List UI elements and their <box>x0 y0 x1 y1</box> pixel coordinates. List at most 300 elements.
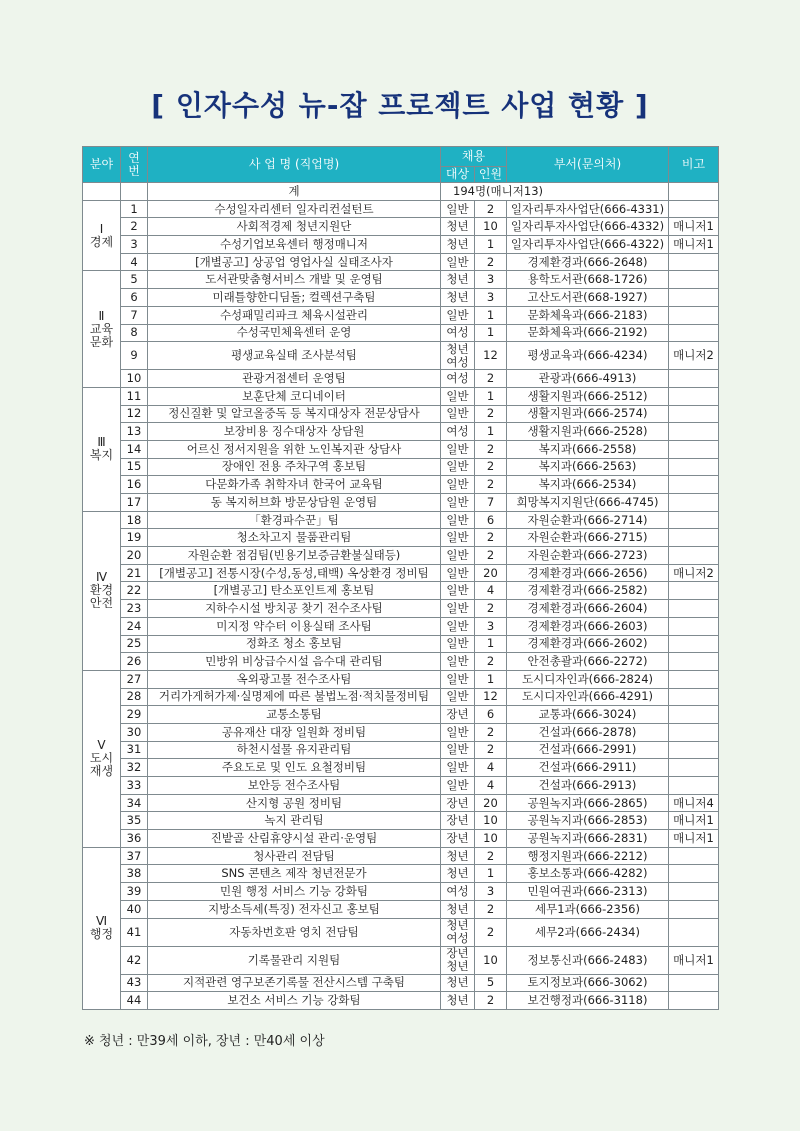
table-row <box>83 405 719 423</box>
job-cell: 자원순환 점검팀(빈용기보증금환불실태등) <box>148 547 441 565</box>
table-row <box>83 883 719 901</box>
job-cell: 지하수시설 방치공 찾기 전수조사팀 <box>148 600 441 618</box>
category-label: 교육 <box>89 321 114 336</box>
job-cell: 정화조 청소 홍보팀 <box>148 635 441 653</box>
no-cell: 6 <box>121 289 148 307</box>
count-cell: 2 <box>475 900 507 918</box>
job-cell: 산지형 공원 정비팀 <box>148 794 441 812</box>
job-cell: 수성패밀리파크 체육시설관리 <box>148 306 441 324</box>
count-cell: 10 <box>475 946 507 974</box>
table-row <box>83 918 719 946</box>
type-cell: 일반 <box>441 440 475 458</box>
no-cell: 32 <box>121 759 148 777</box>
note-cell <box>669 494 719 512</box>
table-row <box>83 547 719 565</box>
table-row <box>83 511 719 529</box>
no-cell: 8 <box>121 324 148 342</box>
category-label: Ⅰ <box>99 221 104 236</box>
no-cell: 31 <box>121 741 148 759</box>
type-cell: 일반 <box>441 653 475 671</box>
no-cell: 35 <box>121 812 148 830</box>
table-row <box>83 600 719 618</box>
type-cell: 청년 여성 <box>441 342 475 370</box>
no-cell: 25 <box>121 635 148 653</box>
dept-cell: 경제환경과(666-2603) <box>507 617 669 635</box>
dept-cell: 건설과(666-2991) <box>507 741 669 759</box>
count-cell: 4 <box>475 777 507 795</box>
job-cell: 기록물관리 지원팀 <box>148 946 441 974</box>
count-cell: 3 <box>475 271 507 289</box>
table-row <box>83 706 719 724</box>
dept-cell: 건설과(666-2878) <box>507 723 669 741</box>
type-cell: 일반 <box>441 582 475 600</box>
job-cell: 보장비용 징수대상자 상담원 <box>148 423 441 441</box>
no-cell: 2 <box>121 218 148 236</box>
table-row <box>83 271 719 289</box>
note-cell <box>669 324 719 342</box>
category-cell <box>83 271 121 387</box>
no-cell: 1 <box>121 200 148 218</box>
dept-cell: 공원녹지과(666-2831) <box>507 830 669 848</box>
dept-cell: 복지과(666-2558) <box>507 440 669 458</box>
count-cell: 10 <box>475 812 507 830</box>
category-label: 안전 <box>89 596 114 611</box>
job-cell: 평생교육실태 조사분석팀 <box>148 342 441 370</box>
type-cell: 일반 <box>441 511 475 529</box>
count-cell: 2 <box>475 653 507 671</box>
job-cell: 지방소득세(특징) 전자신고 홍보팀 <box>148 900 441 918</box>
count-cell: 20 <box>475 794 507 812</box>
count-cell: 4 <box>475 759 507 777</box>
job-cell: 보안등 전수조사팀 <box>148 777 441 795</box>
dept-cell: 세무1과(666-2356) <box>507 900 669 918</box>
note-cell <box>669 289 719 307</box>
category-label: Ⅴ <box>97 738 106 753</box>
total-label: 계 <box>148 183 441 201</box>
job-cell: 교통소통팀 <box>148 706 441 724</box>
note-cell <box>669 653 719 671</box>
no-cell: 11 <box>121 387 148 405</box>
table-row <box>83 974 719 992</box>
table-row <box>83 723 719 741</box>
count-cell: 2 <box>475 253 507 271</box>
type-cell: 일반 <box>441 723 475 741</box>
job-cell: 동 복지허브화 방문상담원 운영팀 <box>148 494 441 512</box>
no-cell: 21 <box>121 564 148 582</box>
no-cell: 43 <box>121 974 148 992</box>
count-cell: 12 <box>475 342 507 370</box>
note-cell: 매니저1 <box>669 236 719 254</box>
count-cell: 3 <box>475 289 507 307</box>
note-cell <box>669 547 719 565</box>
total-value: 194명(매니저13) <box>441 183 669 201</box>
count-cell: 2 <box>475 440 507 458</box>
count-cell: 20 <box>475 564 507 582</box>
count-cell: 1 <box>475 306 507 324</box>
no-cell: 20 <box>121 547 148 565</box>
job-cell: 다문화가족 취학자녀 한국어 교육팀 <box>148 476 441 494</box>
dept-cell: 생활지원과(666-2512) <box>507 387 669 405</box>
table-row <box>83 289 719 307</box>
note-cell: 매니저4 <box>669 794 719 812</box>
dept-cell: 복지과(666-2563) <box>507 458 669 476</box>
count-cell: 10 <box>475 830 507 848</box>
type-cell: 장년 <box>441 830 475 848</box>
note-cell: 매니저2 <box>669 342 719 370</box>
table-row <box>83 387 719 405</box>
note-cell <box>669 370 719 388</box>
job-cell: 보건소 서비스 기능 강화팀 <box>148 992 441 1010</box>
count-cell: 3 <box>475 617 507 635</box>
dept-cell: 토지정보과(666-3062) <box>507 974 669 992</box>
note-cell <box>669 617 719 635</box>
job-cell: 옥외광고물 전수조사팀 <box>148 670 441 688</box>
count-cell: 1 <box>475 324 507 342</box>
count-cell: 2 <box>475 547 507 565</box>
job-cell: 거리가게허가제·실명제에 따른 불법노점·적치물정비팀 <box>148 688 441 706</box>
dept-cell: 생활지원과(666-2574) <box>507 405 669 423</box>
note-cell <box>669 423 719 441</box>
table-row <box>83 794 719 812</box>
table-row <box>83 564 719 582</box>
no-cell: 14 <box>121 440 148 458</box>
type-cell: 일반 <box>441 529 475 547</box>
no-cell: 41 <box>121 918 148 946</box>
type-cell: 일반 <box>441 617 475 635</box>
job-cell: 청사관리 전담팀 <box>148 847 441 865</box>
job-cell: 녹지 관리팀 <box>148 812 441 830</box>
note-cell <box>669 670 719 688</box>
type-cell: 여성 <box>441 883 475 901</box>
type-cell: 일반 <box>441 741 475 759</box>
count-cell: 2 <box>475 476 507 494</box>
type-cell: 일반 <box>441 564 475 582</box>
no-cell: 34 <box>121 794 148 812</box>
dept-cell: 일자리투자사업단(666-4322) <box>507 236 669 254</box>
type-cell: 일반 <box>441 458 475 476</box>
table-row <box>83 777 719 795</box>
note-cell <box>669 529 719 547</box>
dept-cell: 경제환경과(666-2582) <box>507 582 669 600</box>
type-cell: 일반 <box>441 547 475 565</box>
dept-cell: 자원순환과(666-2714) <box>507 511 669 529</box>
no-cell: 7 <box>121 306 148 324</box>
table-row <box>83 847 719 865</box>
table-row <box>83 653 719 671</box>
job-cell: 사회적경제 청년지원단 <box>148 218 441 236</box>
no-cell: 19 <box>121 529 148 547</box>
dept-cell: 건설과(666-2911) <box>507 759 669 777</box>
note-cell <box>669 918 719 946</box>
category-cell <box>83 200 121 271</box>
note-cell <box>669 440 719 458</box>
type-cell: 일반 <box>441 670 475 688</box>
category-label: Ⅱ <box>98 308 105 323</box>
note-cell <box>669 723 719 741</box>
job-cell: [개별공고] 탄소포인트제 홍보팀 <box>148 582 441 600</box>
footnote: ※ 청년 : 만39세 이하, 장년 : 만40세 이상 <box>84 1034 325 1049</box>
table-row <box>83 218 719 236</box>
no-cell: 24 <box>121 617 148 635</box>
type-cell: 일반 <box>441 387 475 405</box>
category-label: 도시 <box>89 751 114 766</box>
header-note: 비고 <box>669 147 719 183</box>
count-cell: 5 <box>475 974 507 992</box>
type-cell: 청년 <box>441 218 475 236</box>
category-cell <box>83 511 121 670</box>
dept-cell: 안전총괄과(666-2272) <box>507 653 669 671</box>
count-cell: 2 <box>475 600 507 618</box>
note-cell <box>669 974 719 992</box>
note-cell <box>669 405 719 423</box>
no-cell: 13 <box>121 423 148 441</box>
count-cell: 2 <box>475 200 507 218</box>
table-row <box>83 476 719 494</box>
type-cell: 청년 <box>441 974 475 992</box>
table-row <box>83 670 719 688</box>
job-cell: 수성기업보육센터 행정매니저 <box>148 236 441 254</box>
header-field: 분야 <box>83 147 121 183</box>
no-cell: 10 <box>121 370 148 388</box>
note-cell <box>669 253 719 271</box>
table-row <box>83 582 719 600</box>
count-cell: 10 <box>475 218 507 236</box>
table-body <box>83 183 719 1010</box>
job-cell: 수성국민체육센터 운영 <box>148 324 441 342</box>
dept-cell: 세무2과(666-2434) <box>507 918 669 946</box>
dept-cell: 행정지원과(666-2212) <box>507 847 669 865</box>
dept-cell: 경제환경과(666-2604) <box>507 600 669 618</box>
job-cell: 하천시설물 유지관리팀 <box>148 741 441 759</box>
no-cell: 26 <box>121 653 148 671</box>
job-cell: 수성일자리센터 일자리컨설턴트 <box>148 200 441 218</box>
type-cell: 장년 청년 <box>441 946 475 974</box>
note-cell: 매니저1 <box>669 812 719 830</box>
note-cell <box>669 635 719 653</box>
job-cell: 「환경파수꾼」팀 <box>148 511 441 529</box>
type-cell: 일반 <box>441 494 475 512</box>
dept-cell: 복지과(666-2534) <box>507 476 669 494</box>
type-cell: 청년 <box>441 289 475 307</box>
job-cell: 민방위 비상급수시설 음수대 관리팀 <box>148 653 441 671</box>
dept-cell: 보건행정과(666-3118) <box>507 992 669 1010</box>
job-cell: [개별공고] 전통시장(수성,동성,태백) 옥상환경 정비팀 <box>148 564 441 582</box>
count-cell: 1 <box>475 387 507 405</box>
table-row <box>83 759 719 777</box>
dept-cell: 홍보소통과(666-4282) <box>507 865 669 883</box>
type-cell: 여성 <box>441 324 475 342</box>
note-cell <box>669 306 719 324</box>
job-cell: 청소차고지 물품관리팀 <box>148 529 441 547</box>
note-cell <box>669 387 719 405</box>
table-row <box>83 617 719 635</box>
type-cell: 청년 여성 <box>441 918 475 946</box>
type-cell: 일반 <box>441 688 475 706</box>
dept-cell: 일자리투자사업단(666-4331) <box>507 200 669 218</box>
no-cell: 9 <box>121 342 148 370</box>
count-cell: 2 <box>475 847 507 865</box>
table-row <box>83 423 719 441</box>
dept-cell: 자원순환과(666-2715) <box>507 529 669 547</box>
job-cell: 공유재산 대장 일원화 정비팀 <box>148 723 441 741</box>
no-cell: 4 <box>121 253 148 271</box>
header-count: 인원 <box>475 167 507 183</box>
total-row <box>83 183 719 201</box>
dept-cell: 공원녹지과(666-2865) <box>507 794 669 812</box>
page-title: [ 인자수성 뉴-잡 프로젝트 사업 현황 ] <box>151 89 649 122</box>
note-cell <box>669 200 719 218</box>
type-cell: 청년 <box>441 271 475 289</box>
count-cell: 1 <box>475 670 507 688</box>
type-cell: 청년 <box>441 900 475 918</box>
count-cell: 2 <box>475 723 507 741</box>
no-cell: 27 <box>121 670 148 688</box>
job-cell: 보훈단체 코디네이터 <box>148 387 441 405</box>
type-cell: 청년 <box>441 236 475 254</box>
table-row <box>83 494 719 512</box>
type-cell: 장년 <box>441 706 475 724</box>
category-label: 환경 <box>89 583 114 598</box>
dept-cell: 민원여권과(666-2313) <box>507 883 669 901</box>
job-cell: 도서관맞춤형서비스 개발 및 운영팀 <box>148 271 441 289</box>
note-cell <box>669 688 719 706</box>
category-label: 행정 <box>89 927 114 942</box>
no-cell: 16 <box>121 476 148 494</box>
type-cell: 일반 <box>441 600 475 618</box>
count-cell: 7 <box>475 494 507 512</box>
note-cell <box>669 883 719 901</box>
table-row <box>83 306 719 324</box>
count-cell: 1 <box>475 865 507 883</box>
job-cell: 미래틀향한디딤돌; 컬렉션구축팀 <box>148 289 441 307</box>
header-hire: 채용 <box>441 147 507 167</box>
dept-cell: 경제환경과(666-2602) <box>507 635 669 653</box>
note-cell <box>669 777 719 795</box>
note-cell <box>669 476 719 494</box>
dept-cell: 자원순환과(666-2723) <box>507 547 669 565</box>
table-row <box>83 992 719 1010</box>
no-cell: 18 <box>121 511 148 529</box>
table-row <box>83 865 719 883</box>
no-cell: 36 <box>121 830 148 848</box>
note-cell <box>669 865 719 883</box>
job-cell: 주요도로 및 인도 요철정비팀 <box>148 759 441 777</box>
type-cell: 일반 <box>441 405 475 423</box>
no-cell: 17 <box>121 494 148 512</box>
job-cell: 민원 행정 서비스 기능 강화팀 <box>148 883 441 901</box>
job-cell: 관광거점센터 운영팀 <box>148 370 441 388</box>
count-cell: 2 <box>475 741 507 759</box>
dept-cell: 건설과(666-2913) <box>507 777 669 795</box>
job-cell: 장애인 전용 주차구역 홍보팀 <box>148 458 441 476</box>
note-cell: 매니저2 <box>669 564 719 582</box>
job-cell: 진밭골 산림휴양시설 관리·운영팀 <box>148 830 441 848</box>
job-cell: 지적관련 영구보존기록물 전산시스템 구축팀 <box>148 974 441 992</box>
job-cell: 어르신 정서지원을 위한 노인복지관 상담사 <box>148 440 441 458</box>
table-row <box>83 635 719 653</box>
note-cell <box>669 759 719 777</box>
count-cell: 6 <box>475 706 507 724</box>
category-label: 복지 <box>89 448 114 463</box>
count-cell: 3 <box>475 883 507 901</box>
type-cell: 장년 <box>441 794 475 812</box>
table-row <box>83 900 719 918</box>
count-cell: 2 <box>475 992 507 1010</box>
type-cell: 일반 <box>441 200 475 218</box>
category-label: Ⅲ <box>97 435 106 450</box>
table-row <box>83 324 719 342</box>
table-row <box>83 200 719 218</box>
type-cell: 일반 <box>441 635 475 653</box>
count-cell: 2 <box>475 918 507 946</box>
note-cell <box>669 900 719 918</box>
no-cell: 23 <box>121 600 148 618</box>
table-row <box>83 741 719 759</box>
header-no: 연 번 <box>121 147 148 183</box>
no-cell: 28 <box>121 688 148 706</box>
note-cell <box>669 458 719 476</box>
table-row <box>83 370 719 388</box>
category-cell <box>83 670 121 847</box>
table-row <box>83 342 719 370</box>
count-cell: 12 <box>475 688 507 706</box>
dept-cell: 문화체육과(666-2192) <box>507 324 669 342</box>
dept-cell: 고산도서관(668-1927) <box>507 289 669 307</box>
table-row <box>83 812 719 830</box>
table-row <box>83 236 719 254</box>
category-label: Ⅳ <box>95 570 108 585</box>
no-cell: 29 <box>121 706 148 724</box>
dept-cell: 도시디자인과(666-2824) <box>507 670 669 688</box>
type-cell: 청년 <box>441 865 475 883</box>
table-row <box>83 458 719 476</box>
count-cell: 1 <box>475 635 507 653</box>
job-cell: SNS 콘텐츠 제작 청년전문가 <box>148 865 441 883</box>
note-cell <box>669 271 719 289</box>
type-cell: 여성 <box>441 423 475 441</box>
category-label: 문화 <box>89 334 114 349</box>
dept-cell: 생활지원과(666-2528) <box>507 423 669 441</box>
dept-cell: 문화체육과(666-2183) <box>507 306 669 324</box>
dept-cell: 도시디자인과(666-4291) <box>507 688 669 706</box>
no-cell: 15 <box>121 458 148 476</box>
count-cell: 1 <box>475 236 507 254</box>
table-row <box>83 830 719 848</box>
dept-cell: 공원녹지과(666-2853) <box>507 812 669 830</box>
no-cell: 44 <box>121 992 148 1010</box>
dept-cell: 교통과(666-3024) <box>507 706 669 724</box>
count-cell: 2 <box>475 529 507 547</box>
no-cell: 3 <box>121 236 148 254</box>
type-cell: 일반 <box>441 253 475 271</box>
note-cell <box>669 600 719 618</box>
count-cell: 2 <box>475 370 507 388</box>
header-type: 대상 <box>441 167 475 183</box>
count-cell: 1 <box>475 423 507 441</box>
count-cell: 2 <box>475 458 507 476</box>
note-cell: 매니저1 <box>669 946 719 974</box>
category-cell <box>83 847 121 1009</box>
category-label: Ⅵ <box>95 914 108 929</box>
note-cell <box>669 992 719 1010</box>
job-cell: [개별공고] 상공업 영업사실 실태조사자 <box>148 253 441 271</box>
count-cell: 6 <box>475 511 507 529</box>
no-cell: 38 <box>121 865 148 883</box>
table-row <box>83 946 719 974</box>
note-cell: 매니저1 <box>669 830 719 848</box>
dept-cell: 용학도서관(668-1726) <box>507 271 669 289</box>
type-cell: 청년 <box>441 992 475 1010</box>
